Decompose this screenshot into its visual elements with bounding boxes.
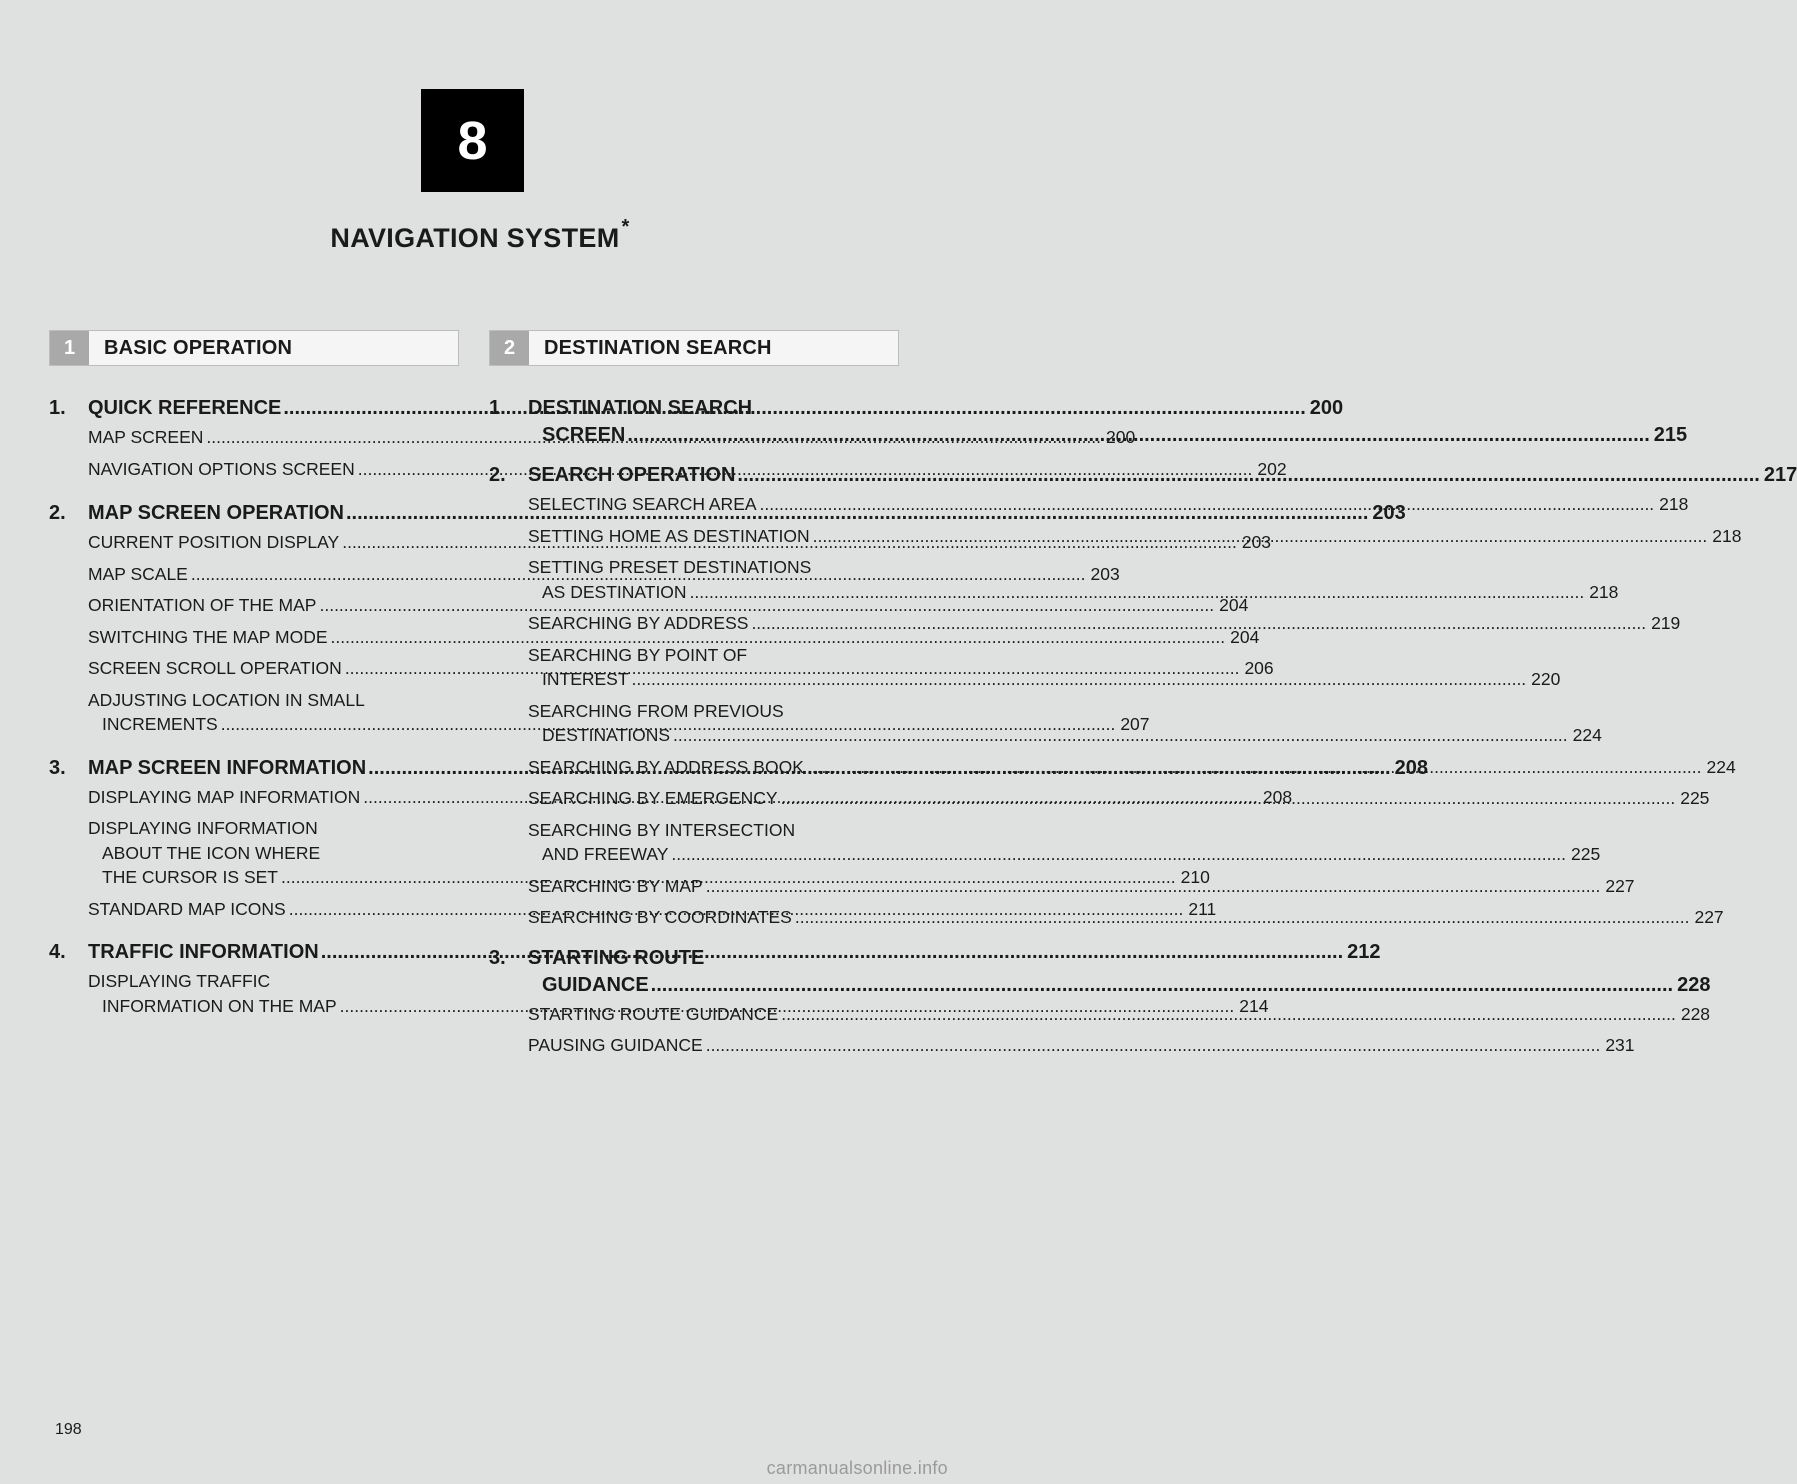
subentry-label: SELECTING SEARCH AREA [528, 494, 757, 514]
subentry-label: STARTING ROUTE GUIDANCE [528, 1003, 779, 1024]
asterisk-mark: * [621, 216, 630, 238]
entry-number: 4. [49, 941, 66, 963]
entry-number: 2. [489, 464, 506, 486]
toc-subentry[interactable] [528, 818, 1601, 867]
subentry-label: DESTINATIONS [542, 725, 671, 745]
subentry-label: SETTING HOME AS DESTINATION [528, 525, 810, 546]
subentry-label: SWITCHING THE MAP MODE [88, 626, 328, 647]
entry-title-label: QUICK REFERENCE [88, 397, 282, 419]
dot-leader [671, 842, 1566, 867]
subentry-label: THE CURSOR IS SET [102, 867, 278, 887]
subentry-page: 208 [1262, 786, 1293, 807]
subentry-label: AS DESTINATION [542, 581, 687, 602]
subentry-page: 220 [1531, 669, 1561, 689]
subentry-label: SEARCHING BY ADDRESS [528, 613, 749, 633]
entry-title-page: 215 [1653, 424, 1688, 446]
entry-title-label: MAP SCREEN INFORMATION [88, 756, 367, 779]
subentry-page: 218 [1589, 581, 1619, 602]
watermark: carmanualsonline.info [766, 1458, 948, 1478]
subentry-label: ORIENTATION OF THE MAP [88, 595, 317, 615]
entry-title-block [528, 945, 1710, 999]
entry-number: 2. [49, 502, 66, 524]
entry-title-row [528, 422, 1687, 449]
toc-subentry[interactable] [528, 611, 1681, 636]
subentry-label: MAP SCREEN [88, 427, 204, 447]
subentry-page: 204 [1230, 626, 1260, 647]
subentry-page: 224 [1706, 756, 1736, 777]
dot-leader [751, 611, 1646, 636]
entry-title-label: GUIDANCE [542, 973, 649, 996]
subentry-line: DISPLAYING TRAFFIC [88, 971, 271, 991]
subentry-page: 204 [1219, 595, 1249, 615]
dot-leader [673, 723, 1568, 748]
entry-number: 3. [49, 756, 66, 779]
subentry-row [88, 625, 1260, 650]
entry-title-page: 228 [1677, 973, 1711, 996]
subentry-line: SETTING PRESET DESTINATIONS [528, 557, 812, 577]
dot-leader [706, 1033, 1601, 1058]
entry-title-page: 212 [1347, 941, 1381, 963]
subentry-label: MAP SCALE [88, 563, 188, 584]
subentry-page: 218 [1659, 494, 1689, 514]
subentry-page: 207 [1120, 714, 1150, 734]
subentry-page: 225 [1571, 844, 1601, 864]
subentry-page: 218 [1712, 525, 1742, 546]
dot-leader [690, 580, 1585, 605]
subentry-page: 211 [1188, 898, 1217, 919]
section-title: BASIC OPERATION [104, 336, 293, 359]
subentry-page: 227 [1694, 907, 1724, 927]
entry-title-page: 217 [1763, 464, 1797, 486]
chapter-number-box [421, 89, 524, 192]
entry-title-row [528, 972, 1710, 999]
entry-title-label: SEARCH OPERATION [528, 464, 736, 486]
subentry-page: 203 [1090, 563, 1120, 584]
subentry-page: 228 [1680, 1003, 1711, 1024]
page-number: 198 [55, 1421, 82, 1438]
subentry-label: INCREMENTS [102, 714, 218, 734]
entry-title-row [528, 462, 1797, 489]
entry-title-block [528, 395, 1687, 449]
subentry-label: SCREEN SCROLL OPERATION [88, 658, 342, 678]
subentry-page: 200 [1106, 427, 1136, 447]
toc-subentry[interactable] [88, 425, 1136, 450]
subentry-label: SEARCHING BY COORDINATES [528, 907, 792, 927]
subentry-page: 225 [1680, 788, 1710, 808]
dot-leader [632, 667, 1527, 692]
dot-leader [781, 1002, 1676, 1027]
dot-leader [781, 786, 1676, 811]
entry-number: 3. [489, 946, 506, 969]
dot-leader [737, 462, 1759, 489]
dot-leader [807, 755, 1702, 780]
subentry-label: SEARCHING BY MAP [528, 875, 703, 896]
subentry-label: PAUSING GUIDANCE [528, 1035, 703, 1055]
subentry-line: SEARCHING FROM PREVIOUS [528, 700, 784, 721]
subentry-label: CURRENT POSITION DISPLAY [88, 532, 340, 552]
section-number-badge: 2 [490, 331, 529, 365]
subentry-label: INTEREST [542, 669, 629, 689]
entry-title-label: TRAFFIC INFORMATION [88, 941, 319, 963]
subentry-page: 202 [1257, 458, 1287, 479]
entry-title-page: 200 [1309, 397, 1344, 419]
subentry-label: DISPLAYING MAP INFORMATION [88, 786, 361, 807]
toc-subentry[interactable] [88, 593, 1249, 618]
section-number-badge: 1 [50, 331, 89, 365]
subentry-label: NAVIGATION OPTIONS SCREEN [88, 458, 355, 479]
entry-title-page: 208 [1394, 756, 1428, 779]
subentry-row [528, 842, 1601, 867]
toc-subentry[interactable] [88, 625, 1260, 650]
entry-title-block [528, 462, 1797, 489]
entry-title-line: STARTING ROUTE [528, 946, 705, 969]
subentry-page: 210 [1180, 867, 1210, 887]
dot-leader [627, 422, 1649, 449]
dot-leader [760, 492, 1655, 517]
entry-number: 1. [489, 397, 506, 419]
subentry-page: 224 [1572, 725, 1602, 745]
subentry-page: 203 [1241, 532, 1272, 552]
subentry-page: 206 [1244, 658, 1274, 678]
chapter-title-text: NAVIGATION SYSTEM [330, 223, 620, 253]
subentry-row [528, 611, 1681, 636]
subentry-line: ADJUSTING LOCATION IN SMALL [88, 689, 365, 710]
entry-title-line: DESTINATION SEARCH [528, 397, 753, 419]
subentry-label: INFORMATION ON THE MAP [102, 995, 337, 1016]
subentry-line: SEARCHING BY POINT OF [528, 644, 748, 665]
chapter-title [0, 216, 960, 254]
subentry-label: AND FREEWAY [542, 844, 669, 864]
dot-leader [706, 874, 1601, 899]
dot-leader [813, 524, 1708, 549]
subentry-row [88, 425, 1136, 450]
subentry-label: STANDARD MAP ICONS [88, 898, 286, 919]
section-title: DESTINATION SEARCH [544, 336, 772, 359]
subentry-line: SEARCHING BY INTERSECTION [528, 819, 796, 840]
subentry-page: 214 [1239, 995, 1269, 1016]
subentry-row [528, 1033, 1635, 1058]
subentry-page: 219 [1651, 613, 1681, 633]
chapter-number: 8 [457, 110, 488, 171]
subentry-label: SEARCHING BY EMERGENCY [528, 788, 778, 808]
section-header [489, 330, 899, 366]
entry-title-label: MAP SCREEN OPERATION [88, 502, 344, 524]
section-header [49, 330, 459, 366]
subentry-page: 227 [1605, 875, 1635, 896]
toc-subentry[interactable] [528, 1033, 1635, 1058]
subentry-line: ABOUT THE ICON WHERE [102, 842, 321, 863]
entry-number: 1. [49, 397, 66, 419]
subentry-line: DISPLAYING INFORMATION [88, 818, 318, 838]
entry-title-page: 203 [1372, 502, 1406, 524]
dot-leader [651, 972, 1673, 999]
entry-title-label: SCREEN [542, 424, 626, 446]
subentry-label: SEARCHING BY ADDRESS BOOK [528, 756, 804, 777]
subentry-row [88, 593, 1249, 618]
subentry-page: 231 [1605, 1035, 1635, 1055]
dot-leader [795, 905, 1690, 930]
